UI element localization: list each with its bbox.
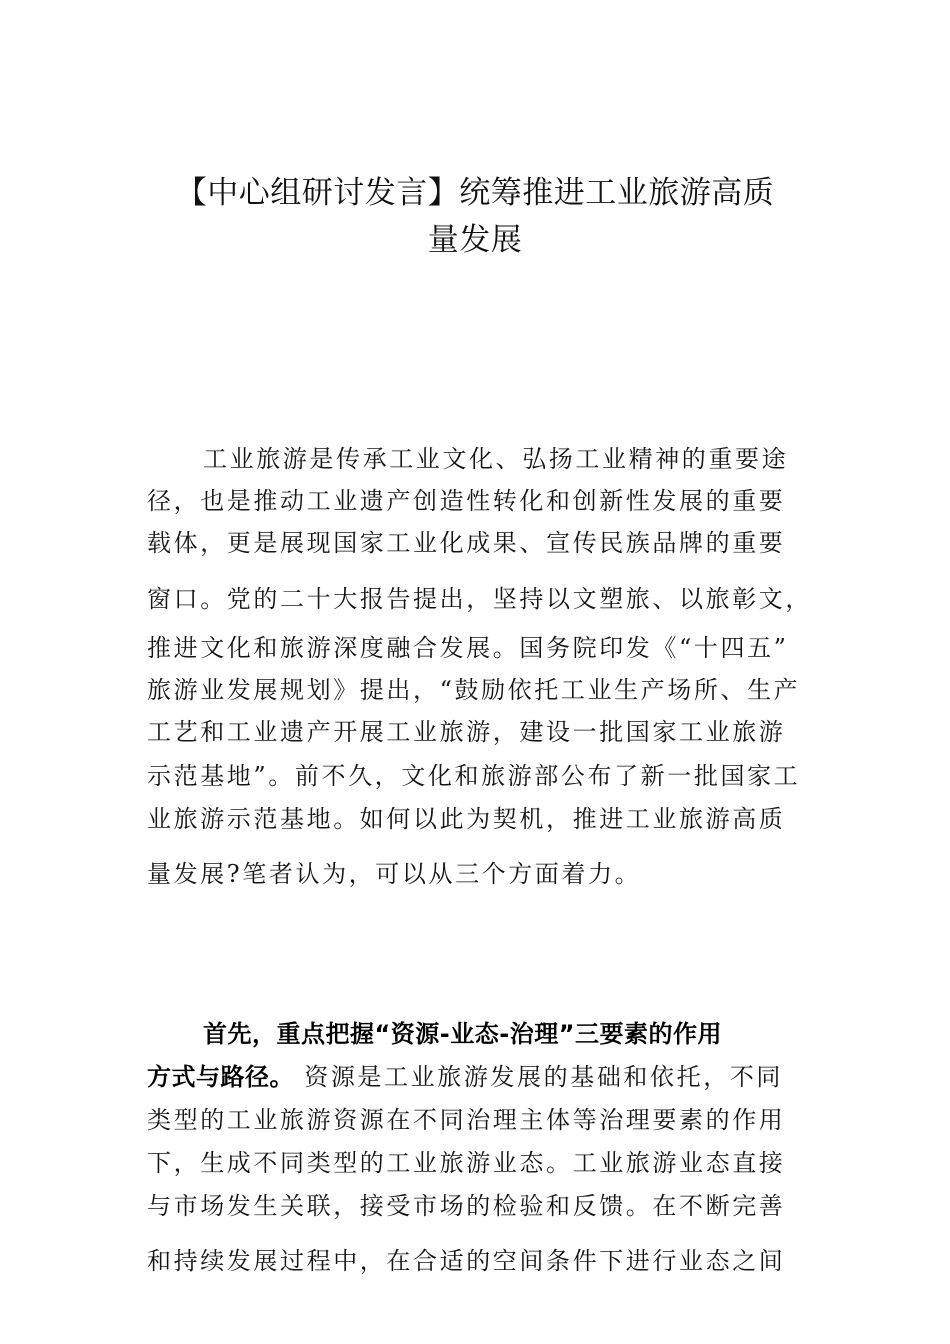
- paragraph-line: 业旅游示范基地。如何以此为契机，推进工业旅游高质: [147, 805, 786, 833]
- document-title: [140, 170, 810, 264]
- paragraph-line: 径，也是推动工业遗产创造性转化和创新性发展的重要: [147, 487, 786, 515]
- paragraph-line: 下，生成不同类型的工业旅游业态。工业旅游业态直接: [147, 1149, 786, 1177]
- paragraph-line: 载体，更是展现国家工业化成果、宣传民族品牌的重要: [147, 529, 786, 557]
- title-line: 【中心组研讨发言】统筹推进工业旅游高质: [175, 175, 775, 211]
- paragraph-line: 工艺和工业遗产开展工业旅游，建设一批国家工业旅游: [147, 718, 786, 746]
- title-line: 量发展: [427, 222, 523, 258]
- paragraph-line: 类型的工业旅游资源在不同治理主体等治理要素的作用: [147, 1106, 786, 1134]
- section-heading: 方式与路径。: [147, 1063, 294, 1091]
- paragraph-line: 推进文化和旅游深度融合发展。国务院印发《“十四五”: [147, 634, 789, 662]
- paragraph-line: 量发展?笔者认为，可以从三个方面着力。: [147, 860, 642, 888]
- paragraph-text: 资源是工业旅游发展的基础和依托，不同: [294, 1063, 784, 1091]
- paragraph-line: 示范基地”。前不久，文化和旅游部公布了新一批国家工: [147, 762, 801, 790]
- paragraph-line: 工业旅游是传承工业文化、弘扬工业精神的重要途: [203, 445, 789, 473]
- paragraph-line: 和持续发展过程中，在合适的空间条件下进行业态之间: [147, 1247, 786, 1275]
- paragraph-line: [147, 1061, 812, 1093]
- paragraph-line: 窗口。党的二十大报告提出，坚持以文塑旅、以旅彰文，: [147, 585, 812, 613]
- paragraph-line: 旅游业发展规划》提出，“鼓励依托工业生产场所、生产: [147, 676, 801, 704]
- section-heading: 首先，重点把握“资源-业态-治理”三要素的作用: [203, 1020, 722, 1048]
- paragraph-line: 与市场发生关联，接受市场的检验和反馈。在不断完善: [147, 1192, 786, 1220]
